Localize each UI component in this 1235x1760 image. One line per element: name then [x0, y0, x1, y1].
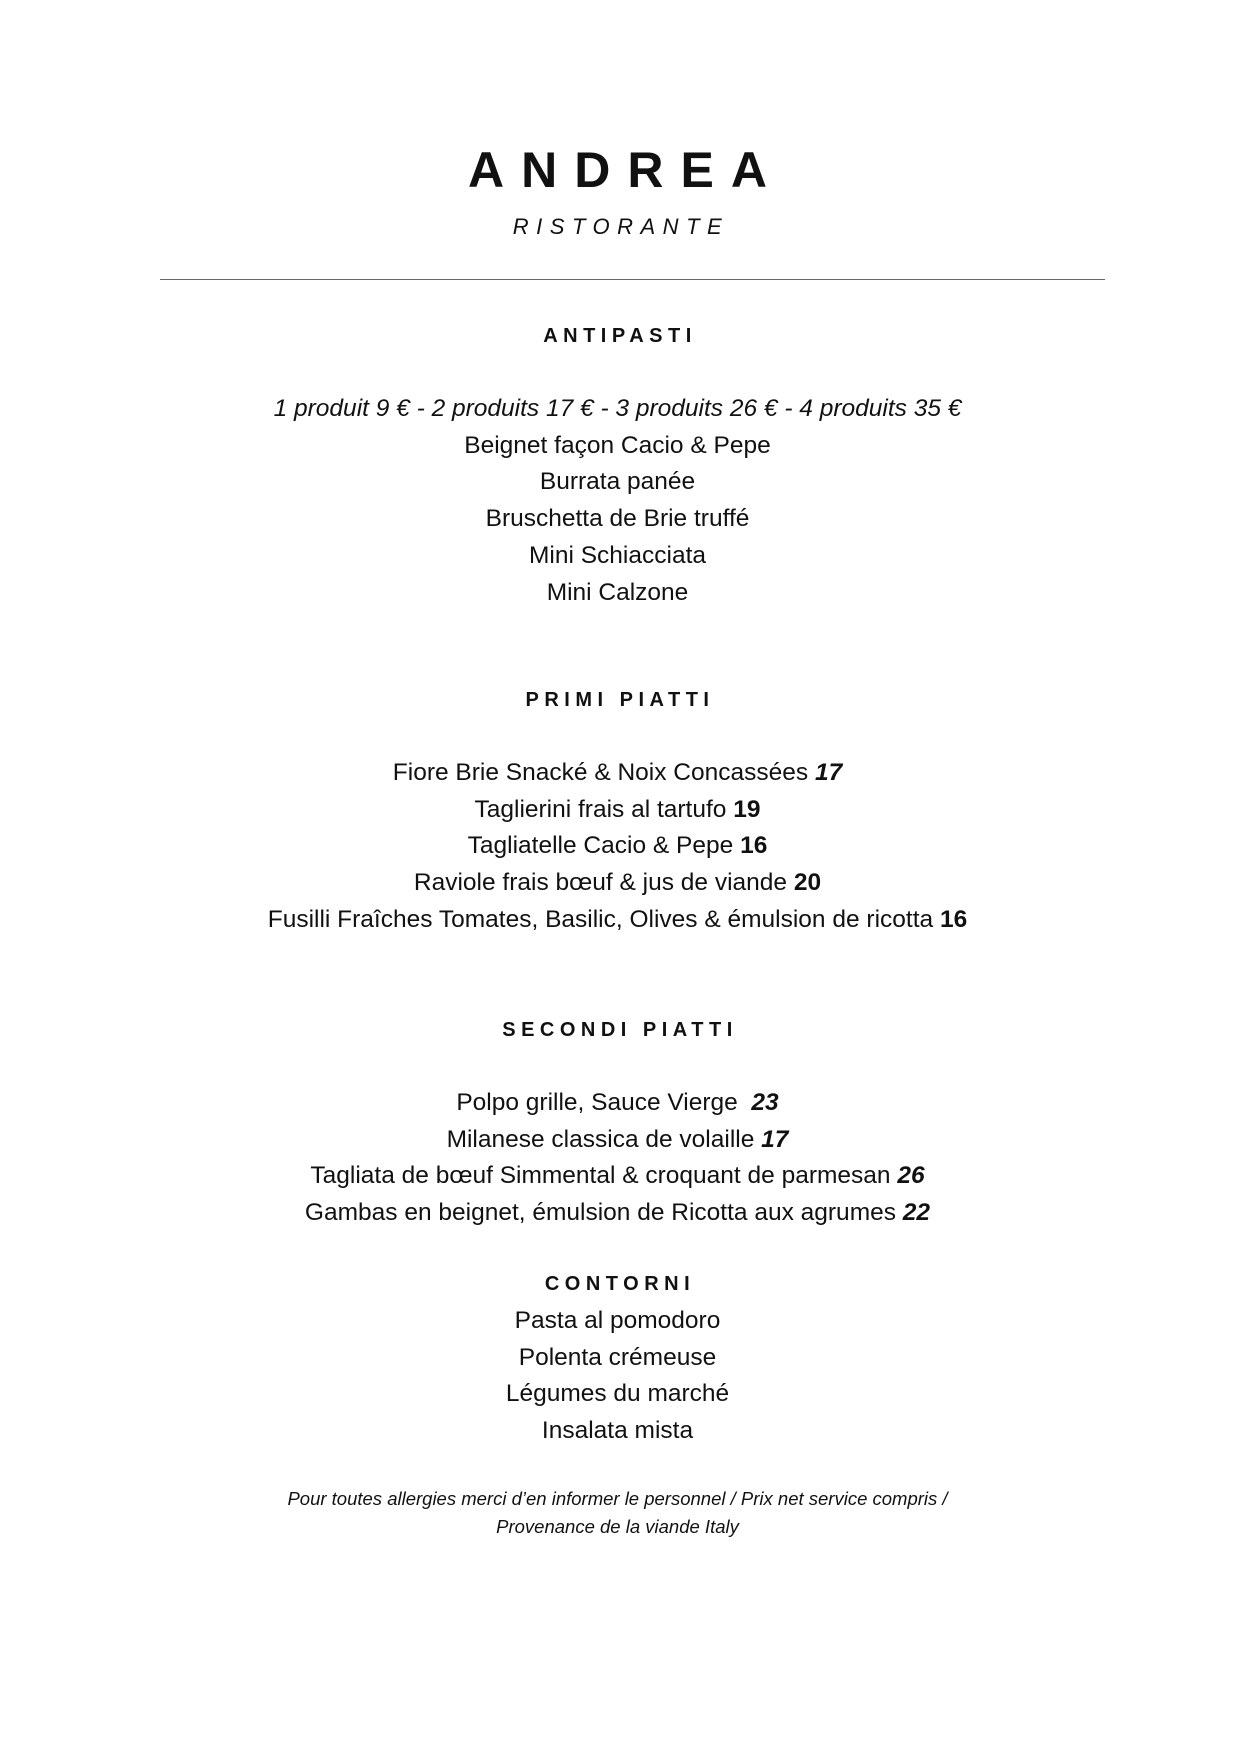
menu-item	[0, 865, 1235, 902]
item-name: Tagliata de bœuf Simmental & croquant de parmesan	[310, 1162, 891, 1190]
item-price: 16	[740, 832, 768, 860]
item-price: 20	[793, 869, 822, 897]
header-divider	[160, 279, 1105, 280]
item-price: 22	[902, 1199, 931, 1227]
menu-item	[0, 1122, 1235, 1159]
item-name: Raviole frais bœuf & jus de viande	[413, 869, 788, 897]
item-name: Gambas en beignet, émulsion de Ricotta aux agrumes	[304, 1199, 896, 1227]
section-title-secondi: SECONDI PIATTI	[502, 1019, 738, 1041]
menu-item: Insalata mista	[541, 1417, 694, 1445]
item-price: 17	[814, 759, 843, 786]
item-name: Tagliatelle Cacio & Pepe	[467, 832, 734, 860]
item-price: 17	[761, 1125, 789, 1153]
antipasti-list	[0, 391, 1235, 611]
menu-item: Beignet façon Cacio & Pepe	[464, 431, 771, 459]
restaurant-subtitle: RISTORANTE	[512, 214, 730, 239]
menu-item: Pasta al pomodoro	[514, 1307, 721, 1334]
menu-item	[0, 1085, 1235, 1122]
primi-list	[0, 755, 1235, 939]
menu-item: Bruschetta de Brie truffé	[485, 505, 750, 533]
footer-note	[0, 1485, 1235, 1541]
secondi-list	[0, 1085, 1235, 1232]
footer-line-1: Pour toutes allergies merci d’en informer le personnel / Prix net service compris /	[287, 1488, 948, 1509]
contorni-list	[0, 1303, 1235, 1450]
item-price: 16	[939, 905, 968, 933]
menu-item	[0, 828, 1235, 865]
footer-line-2: Provenance de la viande Italy	[496, 1516, 739, 1537]
menu-item: Burrata panée	[539, 468, 696, 496]
item-name: Polpo grille, Sauce Vierge	[456, 1089, 745, 1116]
item-price: 19	[733, 795, 761, 823]
menu-item: Mini Calzone	[546, 578, 689, 606]
item-price: 23	[751, 1089, 779, 1116]
menu-item	[0, 1195, 1235, 1232]
restaurant-name: ANDREA	[468, 142, 784, 198]
section-title-contorni: CONTORNI	[544, 1273, 696, 1295]
antipasti-pricing: 1 produit 9 € - 2 produits 17 € - 3 produits 26 € - 4 produits 35 €	[273, 395, 962, 422]
item-name: Fusilli Fraîches Tomates, Basilic, Olives & émulsion de ricotta	[267, 905, 934, 933]
menu-item	[0, 1158, 1235, 1195]
menu-item	[0, 902, 1235, 939]
menu-item: Légumes du marché	[505, 1380, 730, 1408]
item-name: Fiore Brie Snacké & Noix Concassées	[392, 759, 809, 786]
menu-item: Mini Schiacciata	[528, 541, 706, 569]
menu-item: Polenta crémeuse	[518, 1343, 717, 1371]
section-title-primi: PRIMI PIATTI	[525, 689, 715, 711]
menu-item	[0, 792, 1235, 829]
item-price: 26	[897, 1162, 925, 1190]
item-name: Milanese classica de volaille	[446, 1125, 755, 1153]
item-name: Taglierini frais al tartufo	[474, 795, 727, 823]
menu-item	[0, 755, 1235, 792]
section-title-antipasti: ANTIPASTI	[543, 325, 697, 347]
